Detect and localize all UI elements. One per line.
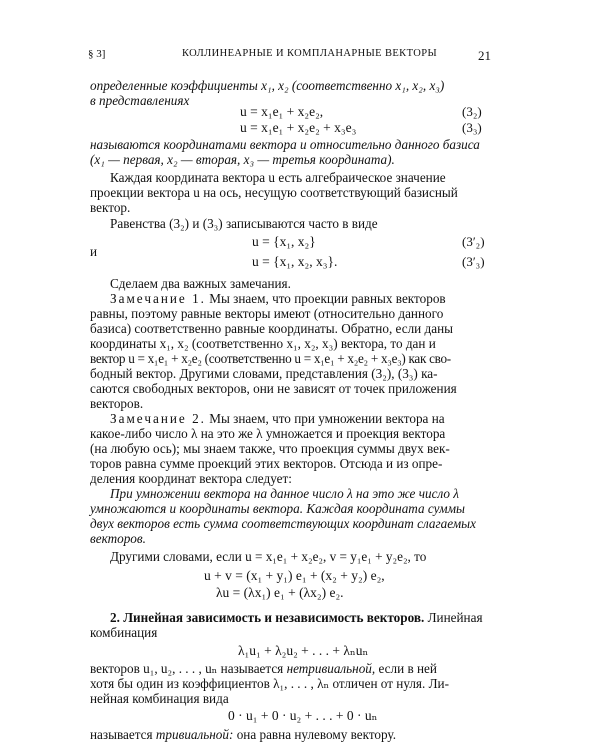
text-line: векторов u₁, u₂, . . . , uₙ называется нетривиальной, если в ней xyxy=(90,661,437,676)
text-line: Сделаем два важных замечания. xyxy=(110,276,291,291)
text-line: вектор u = x₁e₁ + x₂e₂ (соответственно u = x₁e₁ + x₂e₂ + x₃e₃) как сво- xyxy=(90,351,451,366)
text-line: (x₁ — первая, x₂ — вторая, x₃ — третья координата). xyxy=(90,152,395,167)
text-line: определенные коэффициенты x₁, x₂ (соответственно x₁, x₂, x₃) xyxy=(90,78,445,93)
text-line: Каждая координата вектора u есть алгебраическое значение xyxy=(110,170,446,185)
text-line: деления координат вектора следует: xyxy=(90,471,292,486)
theorem-line: умножаются и координаты вектора. Каждая координата суммы xyxy=(90,501,465,516)
equation-3-3-prime: u = {x₁, x₂, x₃}. xyxy=(252,254,338,269)
equation-number: (3₃) xyxy=(462,120,482,135)
text-line: координаты x₁, x₂ (соответственно x₁, x₂, x₃) вектора, то дан и xyxy=(90,336,436,351)
text-line: нейная комбинация вида xyxy=(90,691,229,706)
text-line: торов равна сумме проекций этих векторов. Отсюда и из опре- xyxy=(90,456,443,471)
text-line: называется тривиальной: она равна нулевому вектору. xyxy=(90,727,396,742)
text-line: базиса) соответственно равные координаты. Обратно, если даны xyxy=(90,321,454,336)
theorem-line: При умножении вектора на данное число λ на это же число λ xyxy=(110,486,459,501)
text-line: (на любую ось); мы знаем также, что проекция суммы двух век- xyxy=(90,441,450,456)
text-line: проекции вектора u на ось, несущую соответствующий базисный xyxy=(90,185,458,200)
equation-combination: λ₁u₁ + λ₂u₂ + . . . + λₙuₙ xyxy=(238,643,369,658)
page-number: 21 xyxy=(478,48,491,63)
theorem-line: векторов. xyxy=(90,531,146,546)
remark-label: Замечание 1. xyxy=(110,291,206,306)
equation-number: (3′₃) xyxy=(462,254,485,269)
text-line: вектор. xyxy=(90,200,131,215)
theorem-line: двух векторов есть сумма соответствующих координат слагаемых xyxy=(90,516,476,531)
remark-2-line: Замечание 2. Мы знаем, что при умножении вектора на xyxy=(110,411,445,426)
text-line: и xyxy=(90,244,98,259)
equation-scalar: λu = (λx₁) e₁ + (λx₂) e₂. xyxy=(216,585,344,600)
text-line: бодный вектор. Другими словами, представления (3₂), (3₃) ка- xyxy=(90,366,438,381)
text-line: называются координатами вектора u относительно данного базиса xyxy=(90,137,480,152)
section-heading: 2. Линейная зависимость и независимость векторов. xyxy=(110,610,425,625)
remark-label: Замечание 2. xyxy=(110,411,206,426)
remark-1-line: Замечание 1. Мы знаем, что проекции равных векторов xyxy=(110,291,446,306)
running-head-title: КОЛЛИНЕАРНЫЕ И КОМПЛАНАРНЫЕ ВЕКТОРЫ xyxy=(182,48,438,59)
text-line: какое-либо число λ на это же λ умножается и проекция вектора xyxy=(90,426,446,441)
equation-3-2-prime: u = {x₁, x₂} xyxy=(252,234,316,249)
equation-number: (3₂) xyxy=(462,104,482,119)
text-line: хотя бы один из коэффициентов λ₁, . . . , λₙ отличен от нуля. Ли- xyxy=(90,676,449,691)
text-line: саются свободных векторов, они не зависят от точек приложения xyxy=(90,381,457,396)
section-heading-line: 2. Линейная зависимость и независимость векторов. Линейная xyxy=(110,610,483,625)
equation-number: (3′₂) xyxy=(462,234,485,249)
text-line: Равенства (3₂) и (3₃) записываются часто в виде xyxy=(110,216,378,231)
running-head-section: § 3] xyxy=(88,48,106,60)
equation-3-3: u = x₁e₁ + x₂e₂ + x₃e₃ xyxy=(240,120,357,135)
text-line: комбинация xyxy=(90,625,158,640)
text-line: Другими словами, если u = x₁e₁ + x₂e₂, v = y₁e₁ + y₂e₂, то xyxy=(110,549,427,564)
text-line: векторов. xyxy=(90,396,144,411)
equation-trivial: 0 · u₁ + 0 · u₂ + . . . + 0 · uₙ xyxy=(228,708,378,723)
equation-3-2: u = x₁e₁ + x₂e₂, xyxy=(240,104,324,119)
text-line: равны, поэтому равные векторы имеют (относительно данного xyxy=(90,306,444,321)
text-line: в представлениях xyxy=(90,93,190,108)
equation-sum: u + v = (x₁ + y₁) e₁ + (x₂ + y₂) e₂, xyxy=(204,568,385,583)
